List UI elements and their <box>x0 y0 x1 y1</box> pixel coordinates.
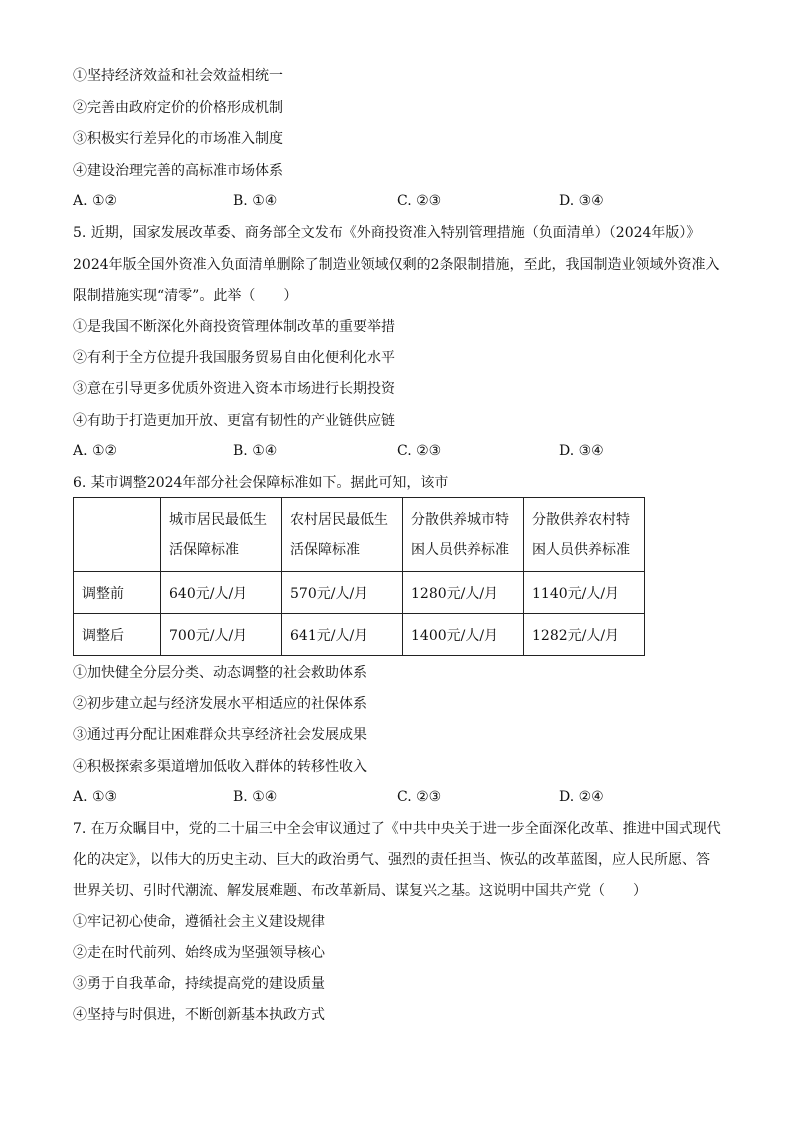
q4-option-a[interactable]: A. ①② <box>73 193 118 209</box>
q6-options <box>73 787 693 807</box>
table-cell: 570元/人/月 <box>282 572 403 614</box>
table-cell: 调整前 <box>74 572 161 614</box>
q5-option-a[interactable]: A. ①② <box>73 443 118 459</box>
q6-item-1: ①加快健全分层分类、动态调整的社会救助体系 <box>73 665 367 681</box>
q6-item-3: ③通过再分配让困难群众共享经济社会发展成果 <box>73 727 367 743</box>
table-cell: 1400元/人/月 <box>403 614 524 656</box>
q5-option-d[interactable]: D. ③④ <box>559 443 604 459</box>
table-header-cell: 农村居民最低生活保障标准 <box>282 498 403 572</box>
table-header-cell: 分散供养农村特困人员供养标准 <box>524 498 645 572</box>
q6-item-4: ④积极探索多渠道增加低收入群体的转移性收入 <box>73 759 367 775</box>
q6-item-2: ②初步建立起与经济发展水平相适应的社保体系 <box>73 696 367 712</box>
q7-item-1: ①牢记初心使命，遵循社会主义建设规律 <box>73 914 325 930</box>
table-cell: 700元/人/月 <box>161 614 282 656</box>
table-header-cell <box>74 498 161 572</box>
table-header-cell: 分散供养城市特困人员供养标准 <box>403 498 524 572</box>
table-header-cell: 城市居民最低生活保障标准 <box>161 498 282 572</box>
table-header-row <box>74 498 645 572</box>
q4-item-2: ②完善由政府定价的价格形成机制 <box>73 100 283 116</box>
q6-option-b[interactable]: B. ①④ <box>233 789 278 805</box>
q5-item-1: ①是我国不断深化外商投资管理体制改革的重要举措 <box>73 319 395 335</box>
table-cell: 1140元/人/月 <box>524 572 645 614</box>
q6-data-table <box>73 497 645 656</box>
q4-option-c[interactable]: C. ②③ <box>397 193 442 209</box>
q4-option-b[interactable]: B. ①④ <box>233 193 278 209</box>
q5-stem-line-3: 限制措施实现“清零”。此举（ ） <box>73 288 298 304</box>
q5-item-4: ④有助于打造更加开放、更富有韧性的产业链供应链 <box>73 413 395 429</box>
q4-item-4: ④建设治理完善的高标准市场体系 <box>73 163 283 179</box>
q4-item-1: ①坚持经济效益和社会效益相统一 <box>73 68 283 84</box>
q6-stem: 6. 某市调整2024年部分社会保障标准如下。据此可知，该市 <box>73 475 449 491</box>
table-row <box>74 572 645 614</box>
q5-options <box>73 441 693 461</box>
q5-stem-line-1: 5. 近期，国家发展改革委、商务部全文发布《外商投资准入特别管理措施（负面清单）（2024年版）》 <box>73 225 701 241</box>
q5-item-2: ②有利于全方位提升我国服务贸易自由化便利化水平 <box>73 350 395 366</box>
q7-stem-line-3: 世界关切、引时代潮流、解发展难题、布改革新局、谋复兴之基。这说明中国共产党（ ） <box>73 883 647 899</box>
table-cell: 调整后 <box>74 614 161 656</box>
table-cell: 641元/人/月 <box>282 614 403 656</box>
q4-options <box>73 191 693 211</box>
q7-item-4: ④坚持与时俱进，不断创新基本执政方式 <box>73 1007 325 1023</box>
table-cell: 1282元/人/月 <box>524 614 645 656</box>
table-cell: 1280元/人/月 <box>403 572 524 614</box>
q5-stem-line-2: 2024年版全国外资准入负面清单删除了制造业领域仅剩的2条限制措施，至此，我国制造业领域外资准入 <box>73 257 720 273</box>
q5-option-c[interactable]: C. ②③ <box>397 443 442 459</box>
table-row <box>74 614 645 656</box>
q4-option-d[interactable]: D. ③④ <box>559 193 604 209</box>
q6-option-c[interactable]: C. ②③ <box>397 789 442 805</box>
q7-item-3: ③勇于自我革命，持续提高党的建设质量 <box>73 976 325 992</box>
q7-stem-line-1: 7. 在万众瞩目中，党的二十届三中全会审议通过了《中共中央关于进一步全面深化改革、推进中国式现代 <box>73 821 721 837</box>
q5-item-3: ③意在引导更多优质外资进入资本市场进行长期投资 <box>73 381 395 397</box>
q6-option-a[interactable]: A. ①③ <box>73 789 118 805</box>
q7-stem-line-2: 化的决定》，以伟大的历史主动、巨大的政治勇气、强烈的责任担当、恢弘的改革蓝图，应人民所愿、答 <box>73 852 710 868</box>
q7-item-2: ②走在时代前列、始终成为坚强领导核心 <box>73 945 325 961</box>
table-cell: 640元/人/月 <box>161 572 282 614</box>
q6-option-d[interactable]: D. ②④ <box>559 789 604 805</box>
q4-item-3: ③积极实行差异化的市场准入制度 <box>73 131 283 147</box>
q5-option-b[interactable]: B. ①④ <box>233 443 278 459</box>
